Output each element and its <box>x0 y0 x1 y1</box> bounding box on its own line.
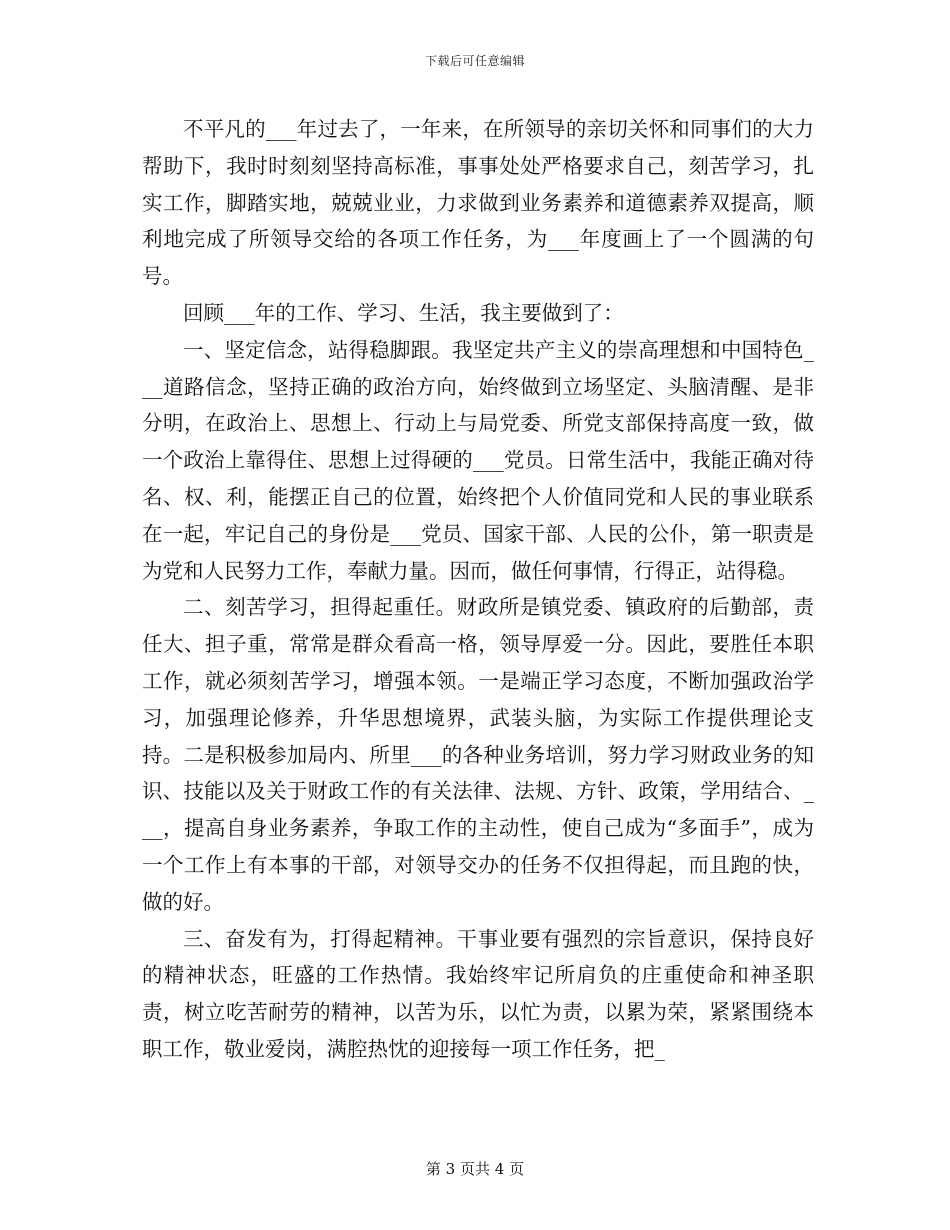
paragraph-review: 回顾___年的工作、学习、生活，我主要做到了： <box>183 300 624 325</box>
page-footer: 第 3 页共 4 页 <box>425 1160 525 1178</box>
document-body <box>142 111 814 1068</box>
paragraph-section-1: 一、坚定信念，站得稳脚跟。我坚定共产主义的崇高理想和中国特色___道路信念，坚持正确的政治方向，始终做到立场坚定、头脑清醒、是非分明，在政治上、思想上、行动上与局党委、所党支部保持高度一致，做一个政治上靠得住、思想上过得硬的___党员。日常生活中，我能正确对待名、权、利，能摆正自己的位置，始终把个人价值同党和人民的事业联系在一起，牢记自己的身份是___党员、国家干部、人民的公仆，第一职责是为党和人民努力工作，奉献力量。因而，做任何事情，行得正，站得稳。 <box>142 337 814 583</box>
paragraph-section-3: 三、奋发有为，打得起精神。干事业要有强烈的宗旨意识，保持良好的精神状态，旺盛的工作热情。我始终牢记所肩负的庄重使命和神圣职责，树立吃苦耐劳的精神，以苦为乐，以忙为责，以累为荣，紧紧围绕本职工作，敬业爱岗，满腔热忱的迎接每一项工作任务，把_ <box>142 926 814 1061</box>
page-header: 下载后可任意编辑 <box>424 54 525 68</box>
paragraph-intro: 不平凡的___年过去了，一年来，在所领导的亲切关怀和同事们的大力帮助下，我时时刻刻坚持高标准，事事处处严格要求自己，刻苦学习，扎实工作，脚踏实地，兢兢业业，力求做到业务素养和道德素养双提高，顺利地完成了所领导交给的各项工作任务，为___年度画上了一个圆满的句号。 <box>142 117 814 289</box>
paragraph-section-2: 二、刻苦学习，担得起重任。财政所是镇党委、镇政府的后勤部，责任大、担子重，常常是群众看高一格，领导厚爱一分。因此，要胜任本职工作，就必须刻苦学习，增强本领。一是端正学习态度，不断加强政治学习，加强理论修养，升华思想境界，武装头脑，为实际工作提供理论支持。二是积极参加局内、所里___的各种业务培训，努力学习财政业务的知识、技能以及关于财政工作的有关法律、法规、方针、政策，学用结合、___，提高自身业务素养，争取工作的主动性，使自己成为“多面手”，成为一个工作上有本事的干部，对领导交办的任务不仅担得起，而且跑的快，做的好。 <box>142 595 814 914</box>
